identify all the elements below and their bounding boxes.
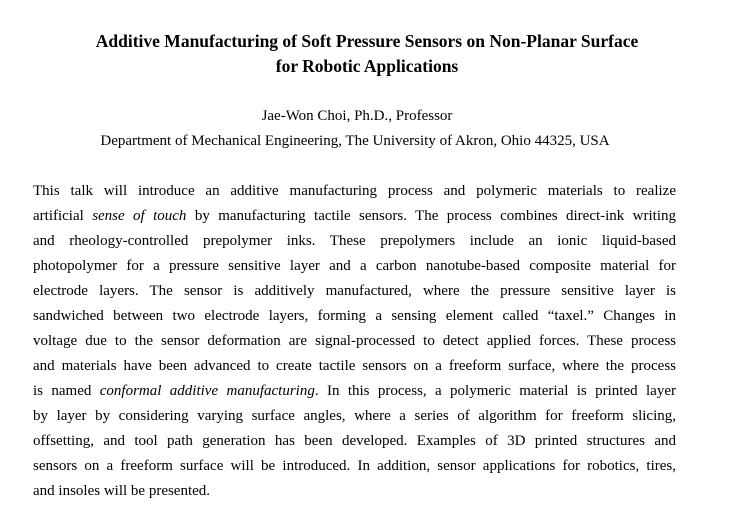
abstract-line: and rheology-controlled prepolymer inks. These prepolymers include an ionic liquid-based bbox=[33, 233, 676, 249]
abstract-text: is named bbox=[33, 383, 100, 399]
paper-title bbox=[20, 29, 714, 79]
emphasis-text: conformal additive manufacturing bbox=[99, 383, 315, 399]
abstract-line: sensors on a freeform surface will be introduced. In addition, sensor applications for robotics, tires, bbox=[33, 458, 676, 474]
abstract-paragraph bbox=[33, 179, 676, 504]
title-line-1: Additive Manufacturing of Soft Pressure Sensors on Non-Planar Surface bbox=[95, 31, 639, 51]
abstract-line: voltage due to the sensor deformation are signal-processed to detect applied forces. These process bbox=[33, 333, 676, 349]
abstract-line: and materials have been advanced to create tactile sensors on a freeform surface, where the process bbox=[33, 358, 676, 374]
abstract-text: artificial bbox=[33, 208, 93, 224]
abstract-line: and insoles will be presented. bbox=[33, 483, 211, 499]
abstract-line: electrode layers. The sensor is additively manufactured, where the pressure sensitive layer is bbox=[33, 283, 676, 299]
abstract-line: offsetting, and tool path generation has been developed. Examples of 3D printed structures and bbox=[33, 433, 676, 449]
emphasis-text: sense of touch bbox=[92, 208, 187, 224]
abstract-text: . In this process, a polymeric material is printed layer bbox=[314, 383, 676, 399]
abstract-line bbox=[33, 379, 676, 404]
abstract-line bbox=[33, 204, 676, 229]
author-name: Jae-Won Choi, Ph.D., Professor bbox=[261, 108, 453, 124]
abstract-line: by layer by considering varying surface angles, where a series of algorithm for freeform slicing, bbox=[33, 408, 676, 424]
title-line-2: for Robotic Applications bbox=[275, 56, 459, 76]
abstract-line: This talk will introduce an additive manufacturing process and polymeric materials to realize bbox=[33, 183, 676, 199]
abstract-line: photopolymer for a pressure sensitive layer and a carbon nanotube-based composite material for bbox=[33, 258, 676, 274]
abstract-line: sandwiched between two electrode layers, forming a sensing element called “taxel.” Changes in bbox=[33, 308, 676, 324]
abstract-text: by manufacturing tactile sensors. The process combines direct-ink writing bbox=[186, 208, 677, 224]
author-affiliation: Department of Mechanical Engineering, The University of Akron, Ohio 44325, USA bbox=[100, 133, 610, 149]
